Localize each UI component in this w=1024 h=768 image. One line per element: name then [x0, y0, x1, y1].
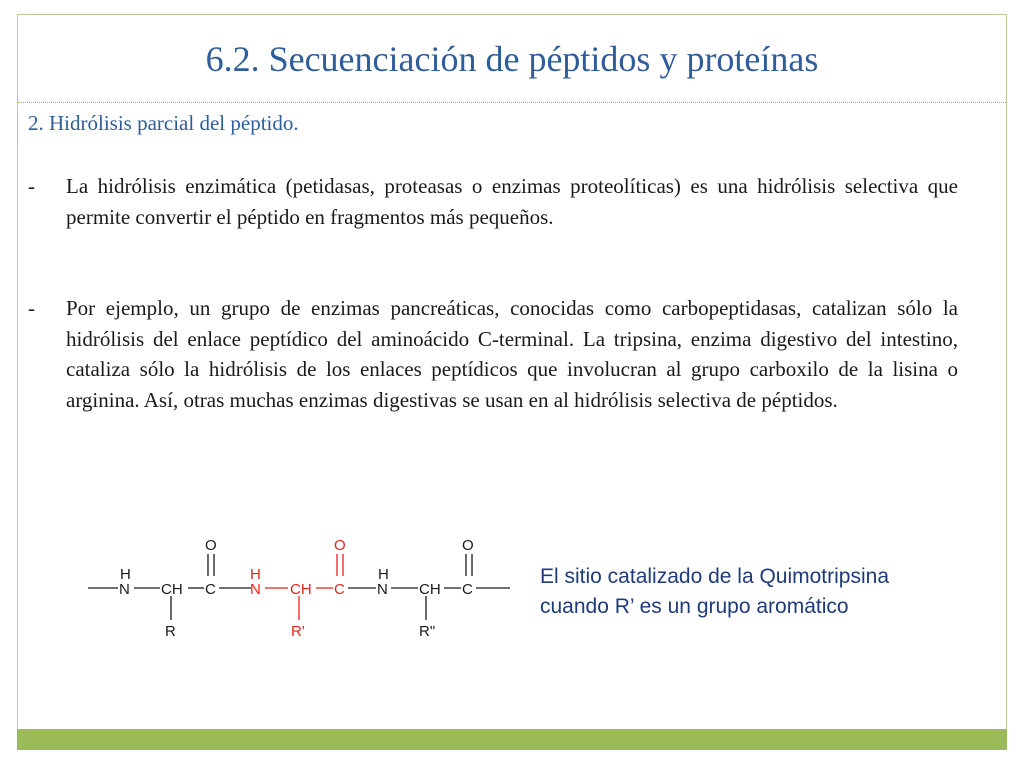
- atom-o: O: [462, 537, 474, 554]
- atom-n: N: [377, 581, 388, 598]
- bullet-dash: -: [28, 174, 35, 198]
- section-subheading: 2. Hidrólisis parcial del péptido.: [28, 111, 299, 135]
- atom-r: R: [165, 623, 176, 640]
- paragraph-text: La hidrólisis enzimática (petidasas, proteasas o enzimas proteolíticas) es una hidrólisis selectiva que permite convertir el péptido en fragmentos más pequeños.: [66, 174, 958, 229]
- atom-ch-highlight: CH: [290, 581, 312, 598]
- atom-o: O: [205, 537, 217, 554]
- caption-line-2: cuando R’ es un grupo aromático: [540, 595, 849, 618]
- atom-h: H: [378, 566, 389, 583]
- bullet-dash: -: [28, 296, 35, 320]
- caption-line-1: El sitio catalizado de la Quimotripsina: [540, 565, 890, 588]
- atom-c: C: [205, 581, 216, 598]
- atom-h-highlight: H: [250, 566, 261, 583]
- atom-h: H: [120, 566, 131, 583]
- atom-ch: CH: [161, 581, 183, 598]
- slide-title: 6.2. Secuenciación de péptidos y proteínas: [205, 39, 819, 79]
- atom-r-double-prime: R": [419, 623, 436, 640]
- atom-ch: CH: [419, 581, 441, 598]
- atom-o-highlight: O: [334, 537, 346, 554]
- diagram-caption: [540, 562, 980, 622]
- paragraph-2: [28, 293, 958, 415]
- paragraph-text: Por ejemplo, un grupo de enzimas pancreáticas, conocidas como carbopeptidasas, catalizan sólo la hidrólisis del enlace peptídico del aminoácido C-terminal. La tripsina, enzima digestivo del intestino, cataliza sólo la hidrólisis de los enlaces peptídicos que involucran al grupo carboxilo de la lisina o arginina. Así, otras muchas enzimas digestivas se usan en al hidrólisis selectiva de péptidos.: [66, 296, 958, 412]
- paragraph-1: [28, 171, 958, 232]
- footer-accent-bar: [17, 729, 1007, 750]
- peptide-structure-diagram: [80, 532, 520, 642]
- title-divider: [18, 102, 1006, 103]
- atom-c-highlight: C: [334, 581, 345, 598]
- atom-c: C: [462, 581, 473, 598]
- atom-n: N: [119, 581, 130, 598]
- atom-r-prime-highlight: R': [291, 623, 305, 640]
- atom-n-highlight: N: [250, 581, 261, 598]
